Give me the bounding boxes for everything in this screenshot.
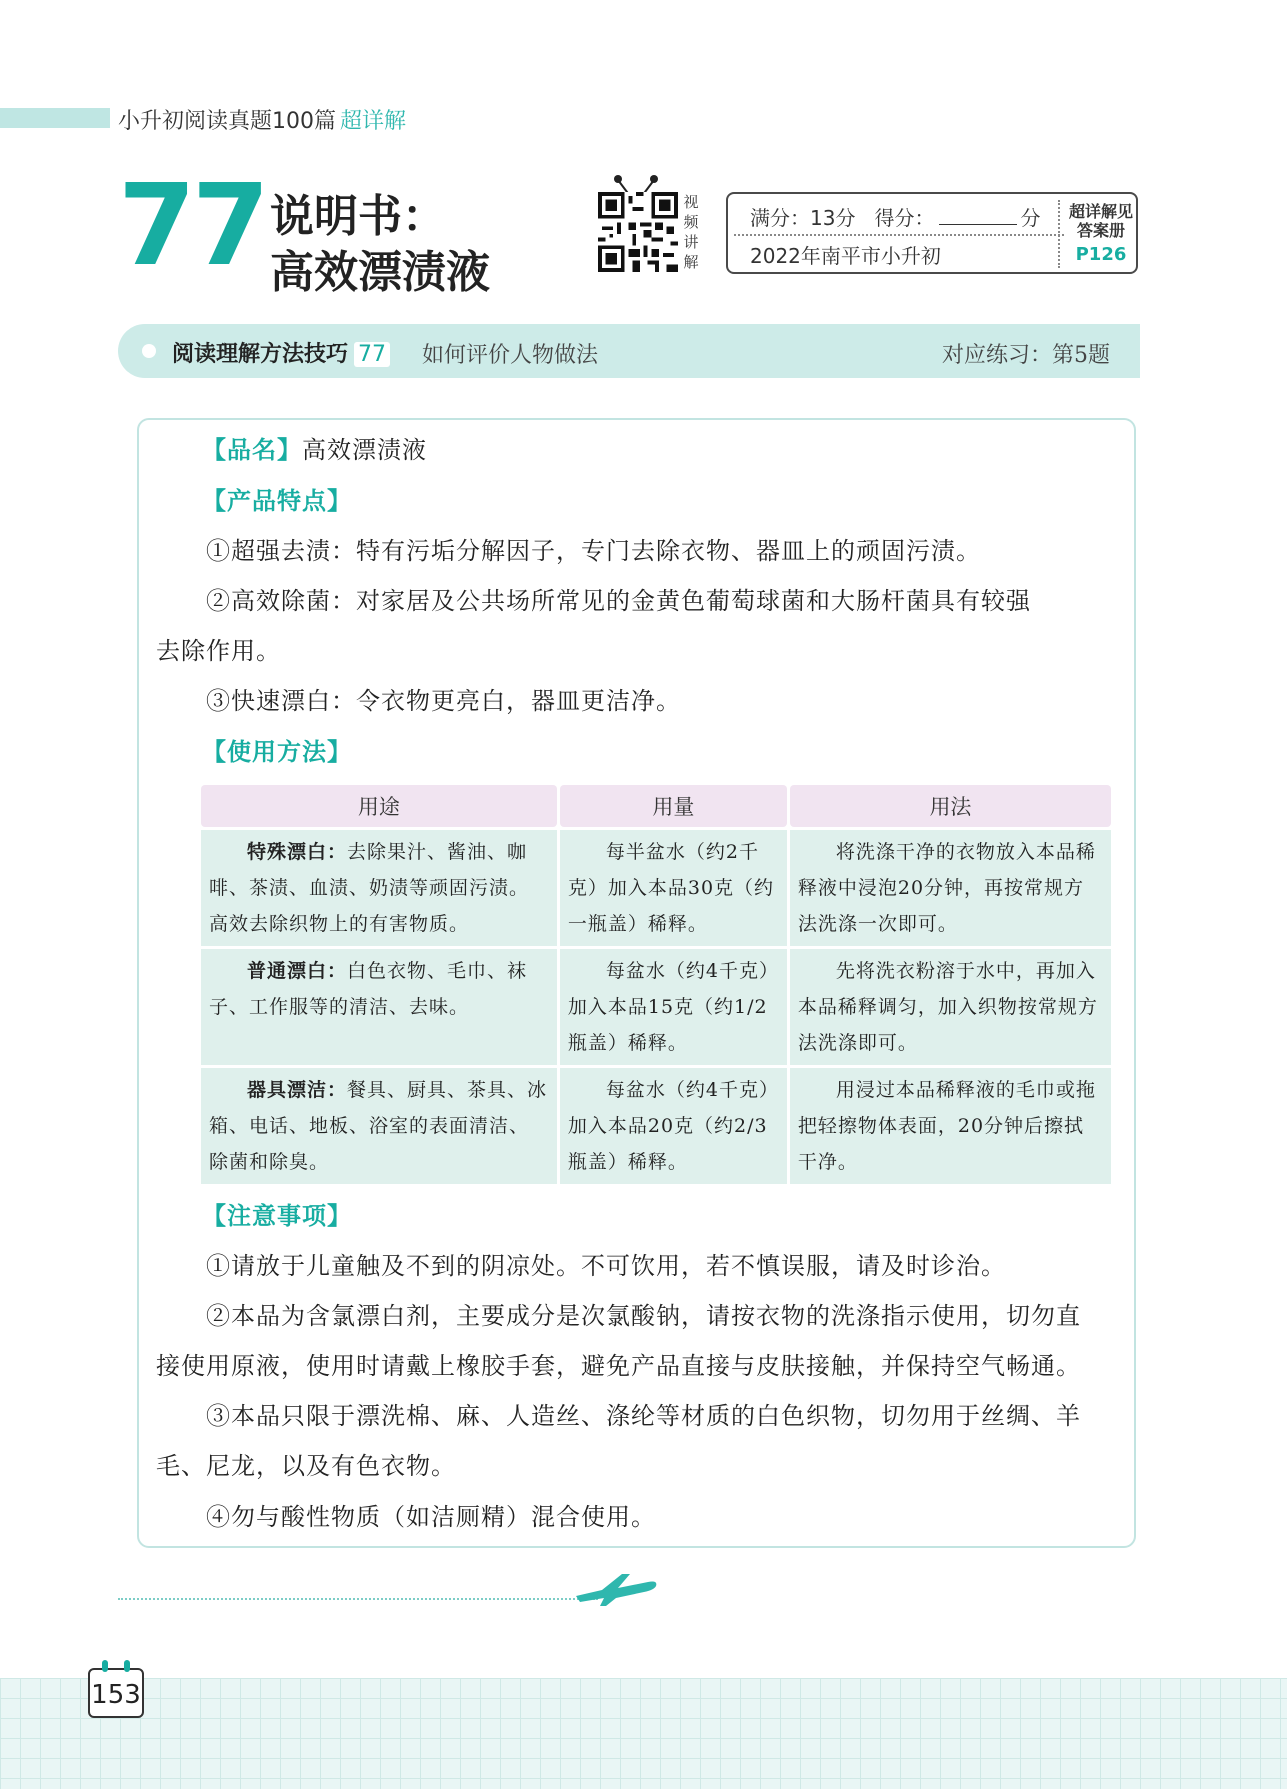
use-keyword: 普通漂白： [247, 960, 348, 982]
footer-dotted-line [118, 1598, 598, 1600]
score-row [750, 202, 1041, 231]
score-vertical-divider [1058, 200, 1060, 268]
answer-page-ref: P126 [1075, 244, 1127, 265]
video-label-char: 讲 [683, 233, 699, 251]
header-band [0, 108, 110, 128]
video-explain-label [680, 192, 702, 272]
bullet-dot-icon [142, 344, 156, 358]
practice-reference: 对应练习：第5题 [942, 343, 1110, 368]
table-header-cell: 用量 [560, 785, 787, 827]
series-name: 小升初阅读真题100篇 [118, 109, 336, 134]
product-name-value: 高效漂渍液 [302, 436, 427, 464]
feature-1: ①超强去渍：特有污垢分解因子，专门去除衣物、器皿上的顽固污渍。 [206, 537, 981, 565]
score-blank[interactable] [939, 224, 1017, 225]
table-header-cell: 用途 [201, 785, 557, 827]
lesson-title-line1: 说明书： [270, 191, 446, 242]
calendar-ring-icon [124, 1660, 130, 1672]
note-2-line1: ②本品为含氯漂白剂，主要成分是次氯酸钠，请按衣物的洗涤指示使用，切勿直 [206, 1302, 1081, 1330]
use-text: 白色衣物、毛巾、袜子、工作服等的清洁、去味。 [209, 960, 528, 1018]
book-series-title [118, 104, 406, 135]
series-highlight: 超详解 [340, 109, 407, 134]
qr-code-icon[interactable] [598, 192, 678, 272]
product-name-tag: 【品名】 [202, 436, 302, 464]
use-keyword: 特殊漂白： [247, 841, 348, 863]
method-title [172, 337, 390, 368]
table-header-cell: 用法 [790, 785, 1111, 827]
answer-ref-line1: 超详解见 [1068, 202, 1133, 221]
airplane-icon [572, 1568, 662, 1608]
note-3-line1: ③本品只限于漂洗棉、麻、人造丝、涤纶等材质的白色织物，切勿用于丝绸、羊 [206, 1402, 1081, 1430]
notes-heading: 【注意事项】 [202, 1202, 352, 1230]
page-number-badge [88, 1668, 144, 1718]
table-row [201, 1068, 1111, 1184]
score-divider [734, 234, 1064, 236]
feature-3: ③快速漂白：令衣物更亮白，器皿更洁净。 [206, 687, 681, 715]
footer-grid [0, 1678, 1287, 1789]
usage-table [198, 782, 1114, 1187]
answer-ref-line2: 答案册 [1076, 221, 1125, 240]
note-3-line2: 毛、尼龙，以及有色衣物。 [156, 1452, 456, 1480]
usage-heading: 【使用方法】 [202, 738, 352, 766]
feature-2-line1: ②高效除菌：对家居及公共场所常见的金黄色葡萄球菌和大肠杆菌具有较强 [206, 587, 1031, 615]
method-title-text: 阅读理解方法技巧 [172, 342, 349, 367]
lesson-number: 77 [118, 161, 266, 291]
note-4: ④勿与酸性物质（如洁厕精）混合使用。 [206, 1503, 656, 1531]
amount-cell: 每盆水（约4千克）加入本品15克（约1/2瓶盖）稀释。 [560, 949, 787, 1065]
use-cell [201, 830, 557, 946]
method-cell: 用浸过本品稀释液的毛巾或拖把轻擦物体表面，20分钟后擦拭干净。 [790, 1068, 1111, 1184]
score-box [726, 192, 1138, 274]
full-score: 满分：13分 [750, 206, 856, 230]
lesson-title-line2: 高效漂渍液 [270, 247, 490, 298]
product-name-line [202, 437, 427, 463]
use-text: 去除果汁、酱油、咖啡、茶渍、血渍、奶渍等顽固污渍。高效去除织物上的有害物质。 [209, 841, 530, 935]
features-heading: 【产品特点】 [202, 487, 352, 515]
use-cell [201, 949, 557, 1065]
table-row [201, 949, 1111, 1065]
got-score-label: 得分： [874, 206, 935, 230]
use-text: 餐具、厨具、茶具、冰箱、电话、地板、浴室的表面清洁、除菌和除臭。 [209, 1079, 548, 1173]
video-label-char: 频 [683, 213, 699, 231]
note-1: ①请放于儿童触及不到的阴凉处。不可饮用，若不慎误服，请及时诊治。 [206, 1252, 1006, 1280]
use-cell [201, 1068, 557, 1184]
page-number: 153 [91, 1680, 141, 1710]
note-2-line2: 接使用原液，使用时请戴上橡胶手套，避免产品直接与皮肤接触，并保持空气畅通。 [156, 1352, 1081, 1380]
table-row [201, 830, 1111, 946]
video-label-char: 解 [683, 253, 699, 271]
video-label-char: 视 [683, 193, 699, 211]
method-banner [118, 324, 1140, 378]
table-header-row [201, 785, 1111, 827]
score-unit: 分 [1020, 206, 1041, 230]
method-cell: 先将洗衣粉溶于水中，再加入本品稀释调匀，加入织物按常规方法洗涤即可。 [790, 949, 1111, 1065]
amount-cell: 每半盆水（约2千克）加入本品30克（约一瓶盖）稀释。 [560, 830, 787, 946]
amount-cell: 每盆水（约4千克）加入本品20克（约2/3瓶盖）稀释。 [560, 1068, 787, 1184]
method-number: 77 [354, 342, 390, 367]
use-keyword: 器具漂洁： [247, 1079, 348, 1101]
method-topic: 如何评价人物做法 [422, 343, 599, 368]
source-label: 2022年南平市小升初 [750, 244, 941, 268]
method-cell: 将洗涤干净的衣物放入本品稀释液中浸泡20分钟，再按常规方法洗涤一次即可。 [790, 830, 1111, 946]
feature-2-line2: 去除作用。 [156, 637, 281, 665]
calendar-ring-icon [102, 1660, 108, 1672]
